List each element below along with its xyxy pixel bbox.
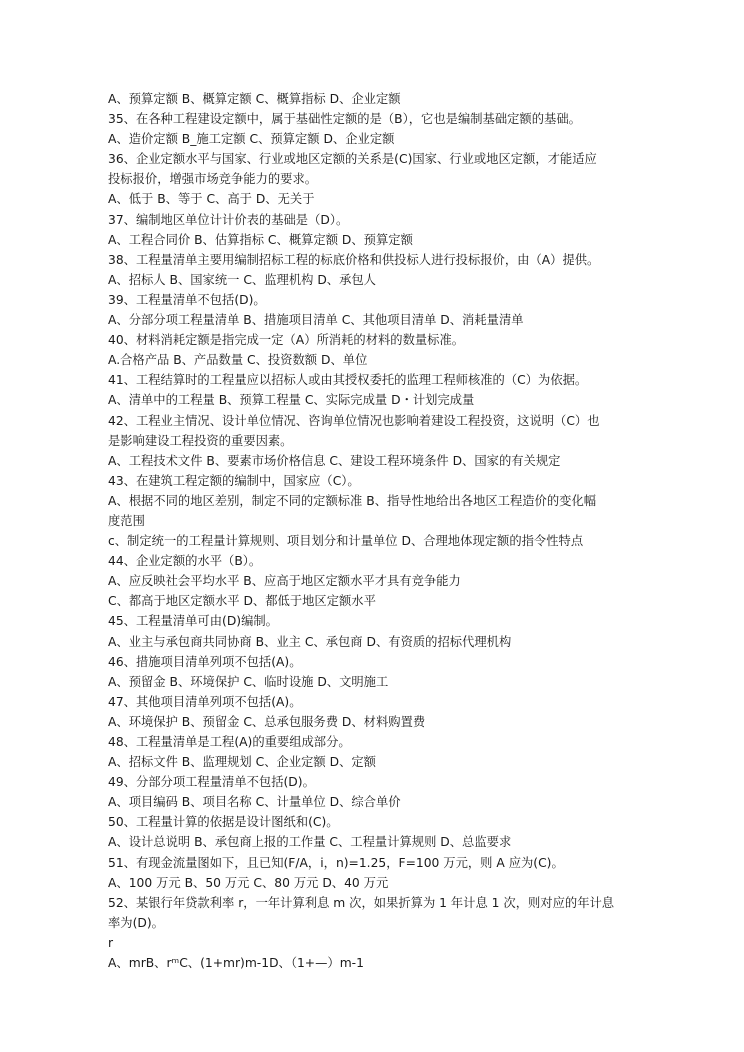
text-line: 率为(D)。 bbox=[108, 915, 164, 930]
text-line: A、环境保护 B、预留金 C、总承包服务费 D、材料购置费 bbox=[108, 714, 426, 729]
text-line: A、工程合同价 B、估算指标 C、概算定额 D、预算定额 bbox=[108, 232, 413, 247]
text-line: A.合格产品 B、产品数量 C、投资数额 D、单位 bbox=[108, 353, 368, 368]
text-line: r bbox=[108, 935, 114, 950]
text-line: C、都高于地区定额水平 D、都低于地区定额水平 bbox=[108, 594, 376, 609]
text-line: 40、材料消耗定额是指完成一定（A）所消耗的材料的数量标准。 bbox=[108, 333, 465, 348]
text-line: 48、工程量清单是工程(A)的重要组成部分。 bbox=[108, 735, 351, 749]
text-line: A、预留金 B、环境保护 C、临时设施 D、文明施工 bbox=[108, 674, 389, 689]
text-line: 49、分部分项工程量清单不包括(D)。 bbox=[108, 775, 315, 790]
text-line: 42、工程业主情况、设计单位情况、咨询单位情况也影响着建设工程投资，这说明（C）也 bbox=[108, 413, 600, 428]
text-line: 52、某银行年贷款利率 r，一年计算利息 m 次，如果折算为 1 年计息 1 次，则对应的年计息 bbox=[108, 895, 615, 910]
question-list bbox=[108, 89, 638, 973]
text-line: A、分部分项工程量清单 B、措施项目清单 C、其他项目清单 D、消耗量清单 bbox=[108, 313, 524, 328]
text-line: A、造价定额 B_施工定额 C、预算定额 D、企业定额 bbox=[108, 132, 395, 147]
text-line: 39、工程量清单不包括(D)。 bbox=[108, 292, 266, 307]
text-line: A、清单中的工程量 B、预算工程量 C、实际完成量 D・计划完成量 bbox=[108, 393, 475, 408]
text-line: 38、工程量清单主要用编制招标工程的标底价格和供投标人进行投标报价，由（A）提供。 bbox=[108, 252, 600, 267]
text-line: 投标报价，增强市场竞争能力的要求。 bbox=[108, 172, 318, 187]
text-line: 50、工程量计算的依据是设计图纸和(C)。 bbox=[108, 815, 339, 830]
text-line: A、招标文件 B、监理规划 C、企业定额 D、定额 bbox=[108, 755, 376, 770]
text-line: 41、工程结算时的工程量应以招标人或由其授权委托的监理工程师核准的（C）为依据。 bbox=[108, 373, 588, 388]
text-line: 是影响建设工程投资的重要因素。 bbox=[108, 433, 293, 448]
text-line: A、mrB、rᵐC、(1+mr)m-1D、（1+—）m-1 bbox=[108, 956, 364, 971]
text-line: 37、编制地区单位计计价表的基础是（D）。 bbox=[108, 212, 349, 227]
text-line: 51、有现金流量图如下，且已知(F/A，i，n)=1.25，F=100 万元，则 A 应为(C)。 bbox=[108, 855, 564, 870]
text-line: 35、在各种工程建设定额中，属于基础性定额的是（B），它也是编制基础定额的基础。 bbox=[108, 112, 581, 127]
text-line: 47、其他项目清单列项不包括(A)。 bbox=[108, 694, 302, 709]
text-line: A、预算定额 B、概算定额 C、概算指标 D、企业定额 bbox=[108, 92, 401, 106]
text-line: 43、在建筑工程定额的编制中，国家应（C）。 bbox=[108, 473, 360, 488]
text-line: 44、企业定额的水平（B）。 bbox=[108, 554, 262, 569]
text-line: 度范围 bbox=[108, 513, 145, 528]
text-line: A、项目编码 B、项目名称 C、计量单位 D、综合单价 bbox=[108, 795, 401, 810]
text-line: 46、措施项目清单列项不包括(A)。 bbox=[108, 654, 302, 669]
text-line: A、设计总说明 B、承包商上报的工作量 C、工程量计算规则 D、总监要求 bbox=[108, 835, 512, 850]
text-line: 36、企业定额水平与国家、行业或地区定额的关系是(C)国家、行业或地区定额，才能适应 bbox=[108, 152, 597, 167]
text-line: A、低于 B、等于 C、高于 D、无关于 bbox=[108, 192, 315, 207]
text-line: A、业主与承包商共同协商 B、业主 C、承包商 D、有资质的招标代理机构 bbox=[108, 634, 512, 649]
text-line: A、招标人 B、国家统一 C、监理机构 D、承包人 bbox=[108, 272, 376, 287]
text-line: A、根据不同的地区差别，制定不同的定额标准 B、指导性地给出各地区工程造价的变化幅 bbox=[108, 493, 597, 508]
text-line: c、制定统一的工程量计算规则、项目划分和计量单位 D、合理地体现定额的指令性特点 bbox=[108, 534, 584, 549]
text-line: A、应反映社会平均水平 B、应高于地区定额水平才具有竞争能力 bbox=[108, 574, 461, 589]
text-line: A、100 万元 B、50 万元 C、80 万元 D、40 万元 bbox=[108, 875, 389, 890]
text-line: 45、工程量清单可由(D)编制。 bbox=[108, 614, 278, 629]
text-line: A、工程技术文件 B、要素市场价格信息 C、建设工程环境条件 D、国家的有关规定 bbox=[108, 453, 561, 468]
